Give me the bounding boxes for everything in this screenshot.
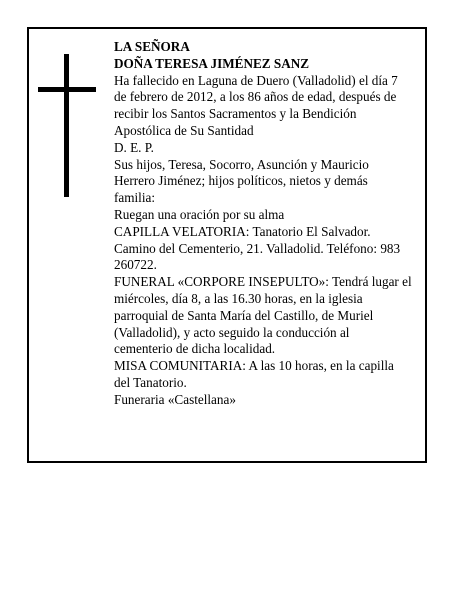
text-line: FUNERAL «CORPORE INSEPULTO»: Tendrá lugar el: [114, 274, 412, 290]
text-line: (Valladolid), y acto seguido la conducción al: [114, 324, 350, 340]
text-line: recibir los Santos Sacramentos y la Bendición: [114, 106, 357, 122]
text-line: Camino del Cementerio, 21. Valladolid. Teléfono: 983: [114, 240, 401, 256]
heading-name: DOÑA TERESA JIMÉNEZ SANZ: [114, 55, 310, 71]
text-line: MISA COMUNITARIA: A las 10 horas, en la capilla: [114, 358, 394, 374]
text-line: 260722.: [114, 257, 157, 273]
text-line: Sus hijos, Teresa, Socorro, Asunción y Mauricio: [114, 156, 369, 172]
obituary-text: [114, 39, 432, 409]
cross-icon-crossbar: [38, 87, 96, 92]
text-line: Funeraria «Castellana»: [114, 391, 236, 407]
text-line: cementerio de dicha localidad.: [114, 341, 276, 357]
text-line: Herrero Jiménez; hijos políticos, nietos y demás: [114, 173, 368, 189]
text-line: CAPILLA VELATORIA: Tanatorio El Salvador.: [114, 223, 371, 239]
text-line: parroquial de Santa María del Castillo, de Muriel: [114, 307, 374, 323]
text-line: familia:: [114, 190, 156, 206]
text-line: Ruegan una oración por su alma: [114, 206, 285, 222]
text-line: D. E. P.: [114, 139, 154, 155]
cross-icon: [64, 54, 69, 197]
text-line: miércoles, día 8, a las 16.30 horas, en la iglesia: [114, 290, 363, 306]
text-line: Apostólica de Su Santidad: [114, 122, 254, 138]
heading-title: LA SEÑORA: [114, 39, 190, 54]
text-line: Ha fallecido en Laguna de Duero (Valladolid) el día 7: [114, 72, 398, 88]
text-line: del Tanatorio.: [114, 374, 187, 390]
text-line: de febrero de 2012, a los 86 años de edad, después de: [114, 89, 397, 105]
